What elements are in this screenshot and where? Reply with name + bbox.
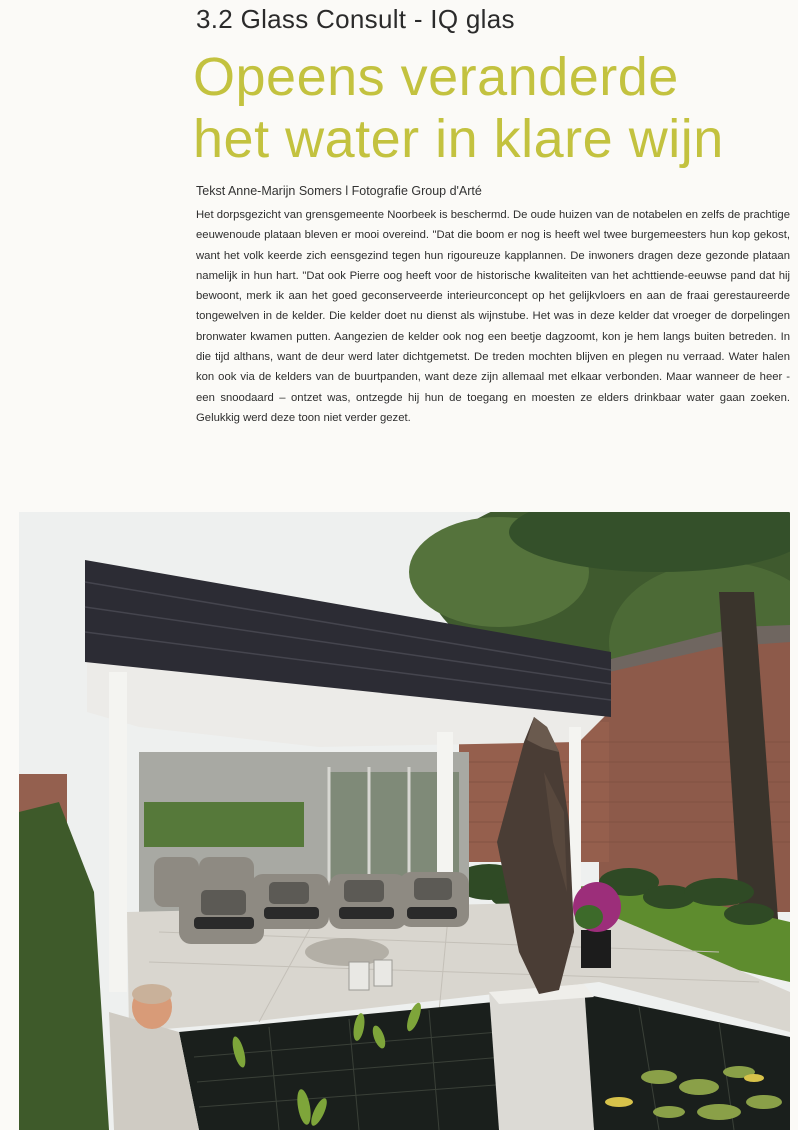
section-heading: 3.2 Glass Consult - IQ glas [196,4,515,34]
title-line-1: Opeens veranderde [193,47,679,107]
garden-photo [19,512,790,1130]
title-line-2: het water in klare wijn [193,109,724,169]
sculpture-plinth [489,984,594,1130]
article-body: Het dorpsgezicht van grensgemeente Noorbeek is beschermd. De oude huizen van de notabelen en zelfs de prachtige eeuwenoude plataan bleven er mooi overeind. "Dat die boom er nog is heeft wel twee burgemeesters hun kop gekost, want het volk keerde zich eensgezind tegen hun rigoureuze kapplannen. De inwoners dragen deze gezonde plataan namelijk in hun hart. "Dat ook Pierre oog heeft voor de historische kwaliteiten van het achttiende-eeuwse pand dat hij bewoont, merk ik aan het goed geconserveerde interieurconcept op het gelijkvloers en aan de fraai gerestaureerde tongewelven in de kelder. Die kelder doet nu dienst als wijnstube. Het was in deze kelder dat vroeger de dorpelingen bronwater kwamen putten. Aangezien de kelder ook nog een beetje dagzoomt, kon je hem langs buiten betreden. In die tijd althans, want de deur werd later dichtgemetst. De treden mochten blijven en plegen nu verraad. Water halen kon ook via de kelders van de buurtpanden, want deze zijn allemaal met elkaar verbonden. Maar wanneer de heer - een snoodaard – ontzet was, ontzegde hij hun de toegang en moesten ze elders drinkbaar water gaan zoeken. Gelukkig werd deze toon niet verder gezet. [196,209,790,424]
byline: Tekst Anne-Marijn Somers l Fotografie Group d'Arté [196,184,482,198]
column-left [109,672,127,992]
article-title [193,46,724,170]
head-sculpture [132,984,172,1029]
